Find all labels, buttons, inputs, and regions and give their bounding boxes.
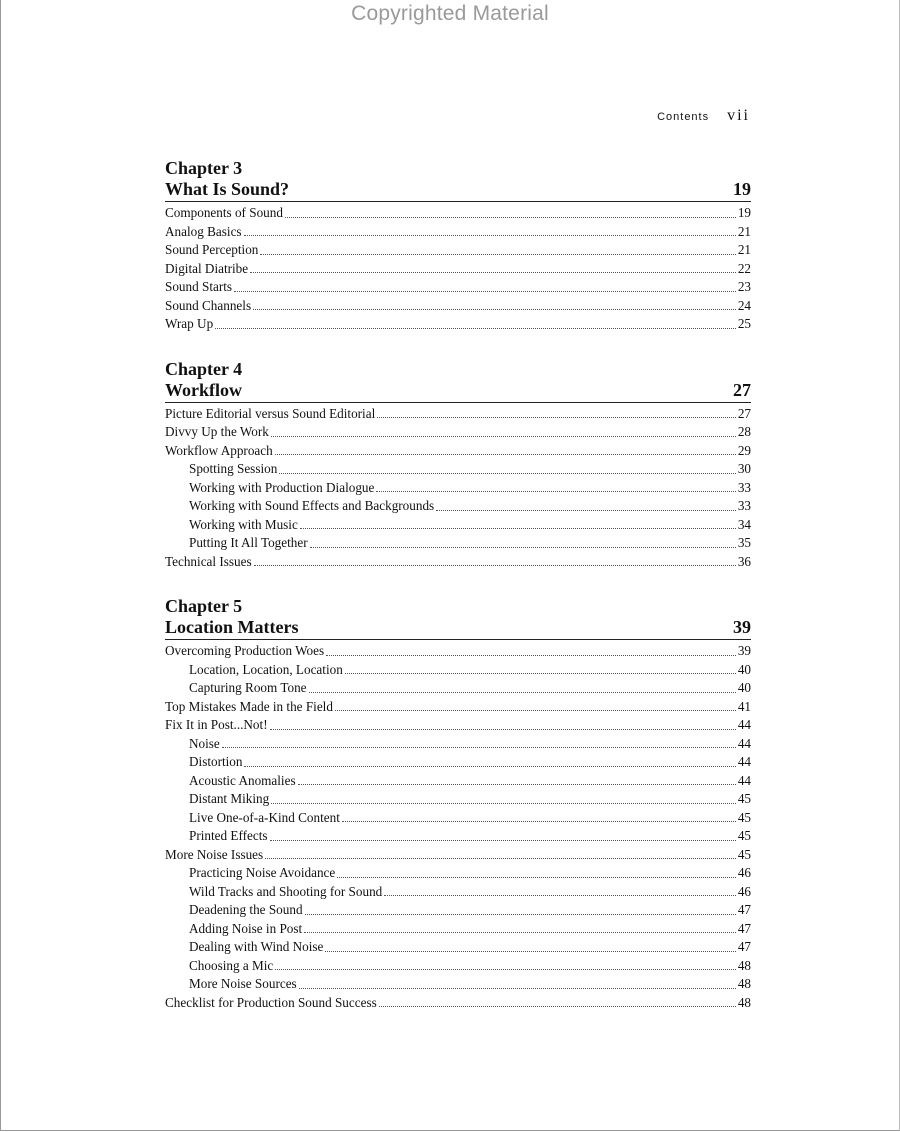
entry-page: 48 bbox=[737, 994, 751, 1010]
dot-leader bbox=[285, 216, 736, 218]
chapter-title-row bbox=[165, 380, 751, 403]
entry-page: 24 bbox=[737, 297, 751, 313]
entry-title: Working with Sound Effects and Backgrounds bbox=[189, 498, 435, 513]
entry-title: Checklist for Production Sound Success bbox=[165, 994, 377, 1010]
toc-entry bbox=[165, 223, 751, 242]
dot-leader bbox=[299, 987, 736, 989]
entry-page: 22 bbox=[737, 260, 751, 276]
dot-leader bbox=[379, 1005, 736, 1007]
dot-leader bbox=[275, 968, 736, 970]
chapter-page: 27 bbox=[733, 379, 751, 400]
entry-page: 30 bbox=[737, 461, 751, 476]
toc-entry bbox=[165, 864, 751, 883]
dot-leader bbox=[271, 802, 736, 804]
entry-page: 47 bbox=[737, 939, 751, 954]
dot-leader bbox=[275, 453, 736, 455]
entry-title: More Noise Issues bbox=[165, 846, 264, 862]
dot-leader bbox=[215, 327, 736, 329]
entry-title: Choosing a Mic bbox=[189, 957, 274, 973]
entry-page: 40 bbox=[737, 680, 751, 695]
entry-title: Printed Effects bbox=[189, 828, 268, 843]
chapter-block bbox=[165, 358, 751, 572]
chapter-title: What Is Sound? bbox=[165, 179, 290, 199]
toc-entry bbox=[165, 642, 751, 661]
toc-entry bbox=[165, 753, 751, 772]
entry-title: Working with Music bbox=[189, 516, 298, 532]
entry-title: Location, Location, Location bbox=[189, 661, 343, 677]
watermark: Copyrighted Material bbox=[351, 2, 549, 25]
dot-leader bbox=[244, 765, 735, 767]
entry-page: 45 bbox=[737, 846, 751, 862]
toc-entry bbox=[165, 772, 751, 791]
entry-page: 21 bbox=[737, 242, 751, 257]
entry-title: Sound Channels bbox=[165, 297, 252, 313]
toc-entry bbox=[165, 460, 751, 479]
entry-page: 35 bbox=[737, 535, 751, 550]
dot-leader bbox=[335, 709, 736, 711]
toc-entry bbox=[165, 901, 751, 920]
chapter-label: Chapter 3 bbox=[165, 158, 243, 178]
dot-leader bbox=[436, 509, 736, 511]
dot-leader bbox=[376, 490, 735, 492]
entry-title: Wild Tracks and Shooting for Sound bbox=[189, 883, 383, 899]
entry-title: Sound Starts bbox=[165, 279, 233, 294]
toc-entry bbox=[165, 553, 751, 572]
toc-entry bbox=[165, 975, 751, 994]
dot-leader bbox=[265, 857, 736, 859]
toc-entry bbox=[165, 809, 751, 828]
table-of-contents bbox=[165, 157, 751, 1036]
toc-entry bbox=[165, 957, 751, 976]
chapter-page: 39 bbox=[733, 617, 751, 637]
entry-title: Acoustic Anomalies bbox=[189, 772, 296, 788]
entry-title: More Noise Sources bbox=[189, 976, 297, 991]
dot-leader bbox=[337, 876, 736, 878]
dot-leader bbox=[304, 931, 736, 933]
toc-entry bbox=[165, 479, 751, 498]
toc-entry bbox=[165, 920, 751, 939]
running-head bbox=[560, 107, 750, 125]
dot-leader bbox=[309, 691, 736, 693]
entry-title: Noise bbox=[189, 735, 220, 751]
entry-title: Components of Sound bbox=[165, 205, 283, 220]
entry-title: Overcoming Production Woes bbox=[165, 643, 325, 658]
entry-page: 45 bbox=[737, 791, 751, 806]
entry-page: 25 bbox=[737, 316, 751, 331]
page-number: vii bbox=[727, 107, 750, 124]
entry-title: Distant Miking bbox=[189, 791, 270, 806]
dot-leader bbox=[271, 435, 736, 437]
entry-title: Picture Editorial versus Sound Editorial bbox=[165, 405, 376, 421]
dot-leader bbox=[326, 654, 736, 656]
toc-entry bbox=[165, 698, 751, 717]
chapter-page: 19 bbox=[733, 179, 751, 199]
toc-entry bbox=[165, 679, 751, 698]
dot-leader bbox=[298, 783, 736, 785]
entry-page: 44 bbox=[737, 717, 751, 732]
entry-page: 28 bbox=[737, 424, 751, 439]
entry-title: Analog Basics bbox=[165, 223, 242, 239]
entry-title: Practicing Noise Avoidance bbox=[189, 865, 336, 880]
chapter-title: Workflow bbox=[165, 379, 243, 400]
dot-leader bbox=[222, 746, 736, 748]
dot-leader bbox=[325, 950, 735, 952]
entry-title: Capturing Room Tone bbox=[189, 680, 307, 695]
entry-page: 46 bbox=[737, 865, 751, 880]
entry-title: Sound Perception bbox=[165, 242, 259, 257]
dot-leader bbox=[253, 308, 736, 310]
toc-entry bbox=[165, 938, 751, 957]
entry-page: 27 bbox=[737, 405, 751, 421]
entry-title: Top Mistakes Made in the Field bbox=[165, 698, 333, 714]
entry-title: Wrap Up bbox=[165, 316, 214, 331]
toc-entry bbox=[165, 883, 751, 902]
entry-title: Divvy Up the Work bbox=[165, 424, 269, 439]
toc-entry bbox=[165, 315, 751, 334]
chapter-title-row bbox=[165, 179, 751, 202]
toc-entry bbox=[165, 204, 751, 223]
dot-leader bbox=[310, 546, 736, 548]
entry-page: 41 bbox=[737, 698, 751, 714]
toc-entry bbox=[165, 846, 751, 865]
entry-page: 40 bbox=[737, 661, 751, 677]
entry-title: Adding Noise in Post bbox=[189, 920, 303, 936]
dot-leader bbox=[300, 527, 736, 529]
entry-title: Deadening the Sound bbox=[189, 902, 303, 917]
running-head-label: Contents bbox=[657, 111, 710, 123]
toc-entry bbox=[165, 442, 751, 461]
dot-leader bbox=[270, 839, 736, 841]
toc-entry bbox=[165, 827, 751, 846]
dot-leader bbox=[244, 234, 736, 236]
chapter-label: Chapter 4 bbox=[165, 358, 243, 379]
entry-title: Dealing with Wind Noise bbox=[189, 939, 324, 954]
toc-entry bbox=[165, 297, 751, 316]
toc-entry bbox=[165, 516, 751, 535]
dot-leader bbox=[234, 290, 736, 292]
entry-page: 34 bbox=[737, 516, 751, 532]
dot-leader bbox=[254, 564, 736, 566]
toc-entry bbox=[165, 423, 751, 442]
entry-page: 47 bbox=[737, 902, 751, 917]
entry-title: Workflow Approach bbox=[165, 442, 273, 458]
entry-page: 44 bbox=[737, 772, 751, 788]
entry-title: Putting It All Together bbox=[189, 535, 308, 550]
entry-page: 45 bbox=[737, 809, 751, 825]
entry-page: 33 bbox=[737, 479, 751, 495]
toc-entry bbox=[165, 534, 751, 553]
entry-page: 48 bbox=[737, 976, 751, 991]
toc-entry bbox=[165, 497, 751, 516]
toc-entry bbox=[165, 260, 751, 279]
toc-entry bbox=[165, 994, 751, 1013]
toc-entry bbox=[165, 735, 751, 754]
entry-title: Distortion bbox=[189, 754, 243, 769]
entry-page: 39 bbox=[737, 643, 751, 658]
entry-page: 47 bbox=[737, 920, 751, 936]
chapter-title-row bbox=[165, 617, 751, 640]
entry-page: 44 bbox=[737, 754, 751, 769]
dot-leader bbox=[270, 728, 736, 730]
chapter-block bbox=[165, 157, 751, 334]
toc-entry bbox=[165, 241, 751, 260]
toc-entry bbox=[165, 661, 751, 680]
entry-title: Digital Diatribe bbox=[165, 260, 249, 276]
entry-title: Spotting Session bbox=[189, 461, 278, 476]
entry-page: 48 bbox=[737, 957, 751, 973]
dot-leader bbox=[342, 820, 736, 822]
entry-title: Live One-of-a-Kind Content bbox=[189, 809, 340, 825]
entry-page: 21 bbox=[737, 223, 751, 239]
chapter-label: Chapter 5 bbox=[165, 596, 243, 616]
entry-page: 23 bbox=[737, 279, 751, 294]
entry-page: 36 bbox=[737, 553, 751, 569]
entry-page: 19 bbox=[737, 205, 751, 220]
dot-leader bbox=[250, 271, 736, 273]
toc-entry bbox=[165, 790, 751, 809]
toc-entry bbox=[165, 278, 751, 297]
dot-leader bbox=[345, 672, 736, 674]
entry-page: 46 bbox=[737, 883, 751, 899]
dot-leader bbox=[305, 913, 736, 915]
entry-page: 44 bbox=[737, 735, 751, 751]
toc-entry bbox=[165, 716, 751, 735]
entry-title: Working with Production Dialogue bbox=[189, 479, 375, 495]
entry-page: 33 bbox=[737, 498, 751, 513]
toc-entry bbox=[165, 405, 751, 424]
entry-page: 29 bbox=[737, 442, 751, 458]
chapter-block bbox=[165, 595, 751, 1012]
dot-leader bbox=[384, 894, 736, 896]
chapter-title: Location Matters bbox=[165, 617, 299, 637]
entry-title: Technical Issues bbox=[165, 553, 252, 569]
dot-leader bbox=[260, 253, 735, 255]
dot-leader bbox=[279, 472, 736, 474]
entry-title: Fix It in Post...Not! bbox=[165, 717, 268, 732]
dot-leader bbox=[377, 416, 736, 418]
entry-page: 45 bbox=[737, 828, 751, 843]
